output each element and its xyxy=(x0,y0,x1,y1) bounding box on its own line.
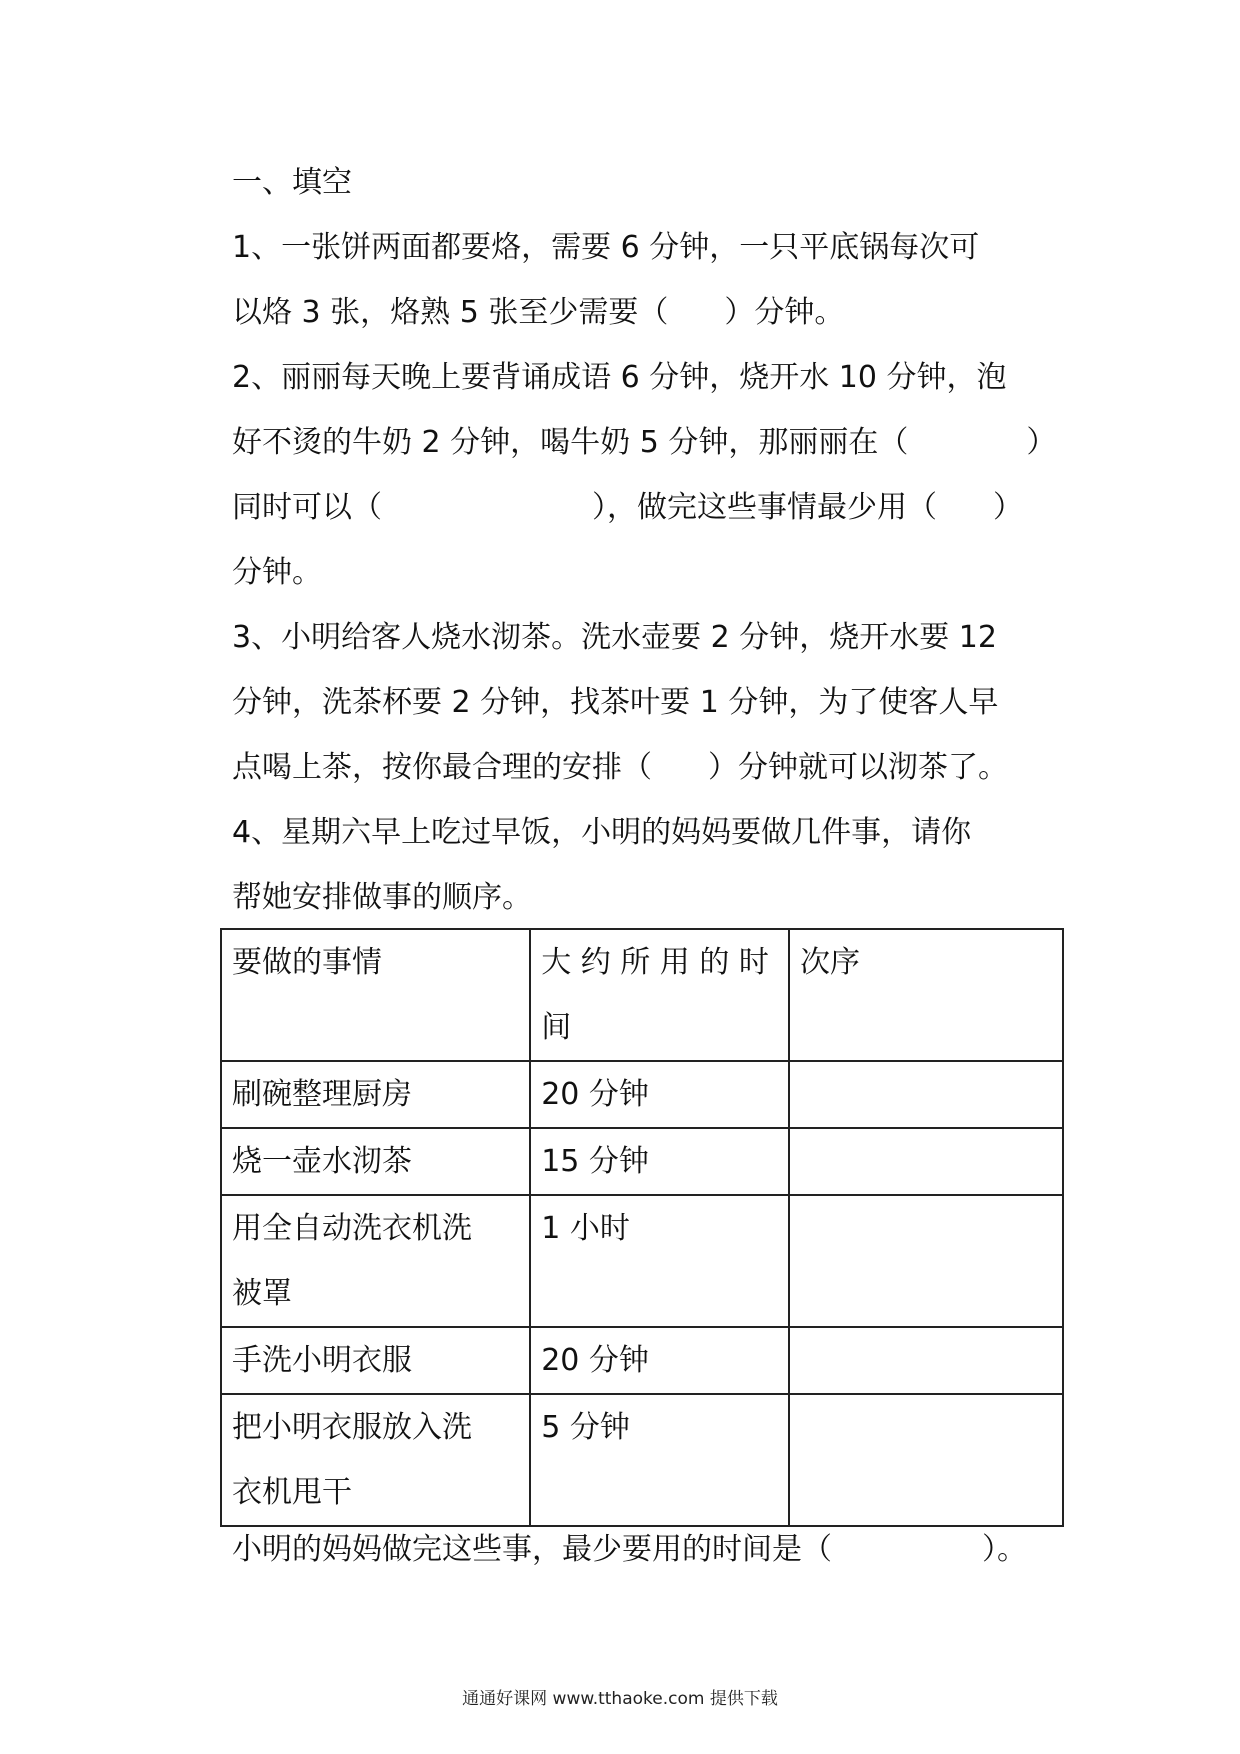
table-row xyxy=(221,1195,1063,1327)
question-3 xyxy=(232,605,1052,800)
worksheet-content xyxy=(232,150,1057,930)
footer-source: 通通好课网 www.tthaoke.com 提供下载 xyxy=(462,1689,778,1709)
question-text-line: 帮她安排做事的顺序。 xyxy=(232,880,532,915)
question-text-line: 2、丽丽每天晚上要背诵成语 6 分钟，烧开水 10 分钟，泡 xyxy=(232,360,1007,395)
question-text-line: 好不烫的牛奶 2 分钟，喝牛奶 5 分钟，那丽丽在（ ） xyxy=(232,425,1057,460)
order-cell[interactable] xyxy=(789,1195,1063,1327)
question-1 xyxy=(232,215,1052,345)
table-header-row xyxy=(221,929,1063,1061)
header-time: 大 约 所 用 的 时 间 xyxy=(530,929,789,1061)
order-cell[interactable] xyxy=(789,1061,1063,1128)
question-text-line: 分钟。 xyxy=(232,555,322,590)
table-row xyxy=(221,1128,1063,1195)
header-task: 要做的事情 xyxy=(221,929,530,1061)
time-cell: 1 小时 xyxy=(530,1195,789,1327)
order-cell[interactable] xyxy=(789,1327,1063,1394)
header-order: 次序 xyxy=(789,929,1063,1061)
task-order-table xyxy=(220,928,1064,1527)
order-cell[interactable] xyxy=(789,1128,1063,1195)
task-cell: 烧一壶水沏茶 xyxy=(221,1128,530,1195)
question-text-line: 以烙 3 张，烙熟 5 张至少需要（ ）分钟。 xyxy=(232,295,845,330)
task-cell: 把小明衣服放入洗 衣机甩干 xyxy=(221,1394,530,1526)
question-text-line: 同时可以（ ），做完这些事情最少用（ ） xyxy=(232,490,1023,525)
task-cell: 用全自动洗衣机洗 被罩 xyxy=(221,1195,530,1327)
question-4 xyxy=(232,800,1052,930)
order-cell[interactable] xyxy=(789,1394,1063,1526)
question-text-line: 点喝上茶，按你最合理的安排（ ）分钟就可以沏茶了。 xyxy=(232,750,1008,785)
section-title: 一、填空 xyxy=(232,165,352,200)
table-row xyxy=(221,1394,1063,1526)
table-row xyxy=(221,1061,1063,1128)
conclusion-line: 小明的妈妈做完这些事，最少要用的时间是（ ）。 xyxy=(232,1532,1027,1567)
question-text-line: 分钟，洗茶杯要 2 分钟，找茶叶要 1 分钟，为了使客人早 xyxy=(232,685,999,720)
task-cell: 刷碗整理厨房 xyxy=(221,1061,530,1128)
table-row xyxy=(221,1327,1063,1394)
question-text-line: 3、小明给客人烧水沏茶。洗水壶要 2 分钟，烧开水要 12 xyxy=(232,620,997,655)
task-cell: 手洗小明衣服 xyxy=(221,1327,530,1394)
time-cell: 15 分钟 xyxy=(530,1128,789,1195)
question-text-line: 1、一张饼两面都要烙，需要 6 分钟，一只平底锅每次可 xyxy=(232,230,980,265)
question-text-line: 4、星期六早上吃过早饭，小明的妈妈要做几件事，请你 xyxy=(232,815,972,850)
question-2 xyxy=(232,345,1057,605)
time-cell: 20 分钟 xyxy=(530,1327,789,1394)
time-cell: 5 分钟 xyxy=(530,1394,789,1526)
time-cell: 20 分钟 xyxy=(530,1061,789,1128)
